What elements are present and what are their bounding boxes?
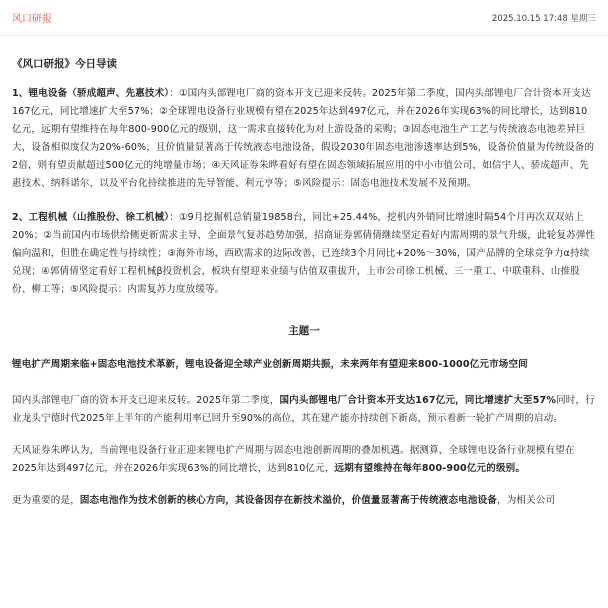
- paragraph: [12, 442, 596, 478]
- text-run: 天风证券朱晔认为，当前锂电设备行业正迎来锂电扩产周期与固态电池创新周期的叠加机遇。据测算，全球锂电设备行业规模有望在2025年达到497亿元，并在2026年实现63%的同比增长，达到810亿元，: [12, 445, 575, 474]
- bold-text-run: 固态电池作为技术创新的核心方向，其设备因存在新技术溢价，价值量显著高于传统液态电池设备: [79, 495, 498, 506]
- text-run: 更为重要的是，: [12, 495, 80, 506]
- text-run: 国内头部锂电厂商的资本开支已迎来反转。2025年第二季度，: [12, 395, 280, 406]
- datetime-label: 2025.10.15 17:48 星期三: [491, 13, 596, 24]
- article-title: 《风口研报》今日导读: [12, 58, 117, 70]
- section-heading: 2、工程机械（山推股份、徐工机械）: [12, 212, 170, 223]
- bold-text-run: 国内头部锂电厂合计资本开支达167亿元，同比增速扩大至57%: [279, 395, 557, 406]
- section-lithium-equipment: [12, 85, 596, 193]
- bold-text-run: 远期有望维持在每年800-900亿元的级别。: [334, 463, 526, 474]
- paragraph: [12, 492, 596, 510]
- article-content: [0, 36, 608, 510]
- section-heading: 1、锂电设备（骄成超声、先惠技术）: [12, 88, 170, 99]
- text-run: 同时，行业龙头宁德时代2025年上半年的产能利用率已回升至90%的高位，其在建产能亦持续创下新高，预示着新一轮扩产周期的启动。: [12, 395, 595, 424]
- header-bar: [0, 0, 608, 36]
- section-body: ：①国内头部锂电厂商的资本开支已迎来反转。2025年第二季度，国内头部锂电厂合计资本开支达167亿元，同比增速扩大至57%；②全球锂电设备行业规模有望在2025年达到497亿元，并在2026年实现63%的同比增长，达到810亿元，远期有望维持在每年800-900亿元的级别，这一需求直接转化为对上游设备的采购；③固态电池生产工艺与传统液态电池差异巨大，设备相似度仅为20%-60%，且价值量显著高于传统液态电池设备，假设2030年固态电池渗透率达到5%，设备价值量为传统设备的2倍，则有望贡献超过500亿元的纯增量市场；④天风证券朱晔看好有望在固态领域拓展应用的中小市值公司，如信宇人、骄成超声、先惠技术、纳科诺尔，以及平台化持续推进的先导智能、利元亨等；⑤风险提示：固态电池技术发展不及预期。: [12, 88, 595, 189]
- brand-label: 风口研报: [12, 14, 52, 25]
- topic-heading: 主题一: [288, 325, 320, 337]
- text-run: ，为相关公司: [497, 495, 556, 506]
- paragraph: [12, 392, 596, 428]
- section-body: ：①9月挖掘机总销量19858台，同比+25.44%，挖机内外销同比增速时隔54个月再次双双站上20%；②当前国内市场供给侧更新需求主导，全面景气复苏趋势加强，招商证券郭倩倩继续坚定看好内需周期的景气升级，此轮复苏弹性偏向温和，但胜在确定性与持续性；③海外市场，西欧需求的边际改善，已连续3个月同比+20%～30%，国产品牌的全球竞争力α持续兑现；④郭倩倩坚定看好工程机械β投资机会，板块有望迎来业绩与估值双重拔升，上市公司徐工机械、三一重工、中联重科、山推股份、柳工等；⑤风险提示：内需复苏力度放缓等。: [12, 212, 596, 295]
- section-construction-machinery: [12, 209, 596, 299]
- topic-lead: 锂电扩产周期来临+固态电池技术革新，锂电设备迎全球产业创新周期共振，未来两年有望迎来800-1000亿元市场空间: [12, 359, 528, 370]
